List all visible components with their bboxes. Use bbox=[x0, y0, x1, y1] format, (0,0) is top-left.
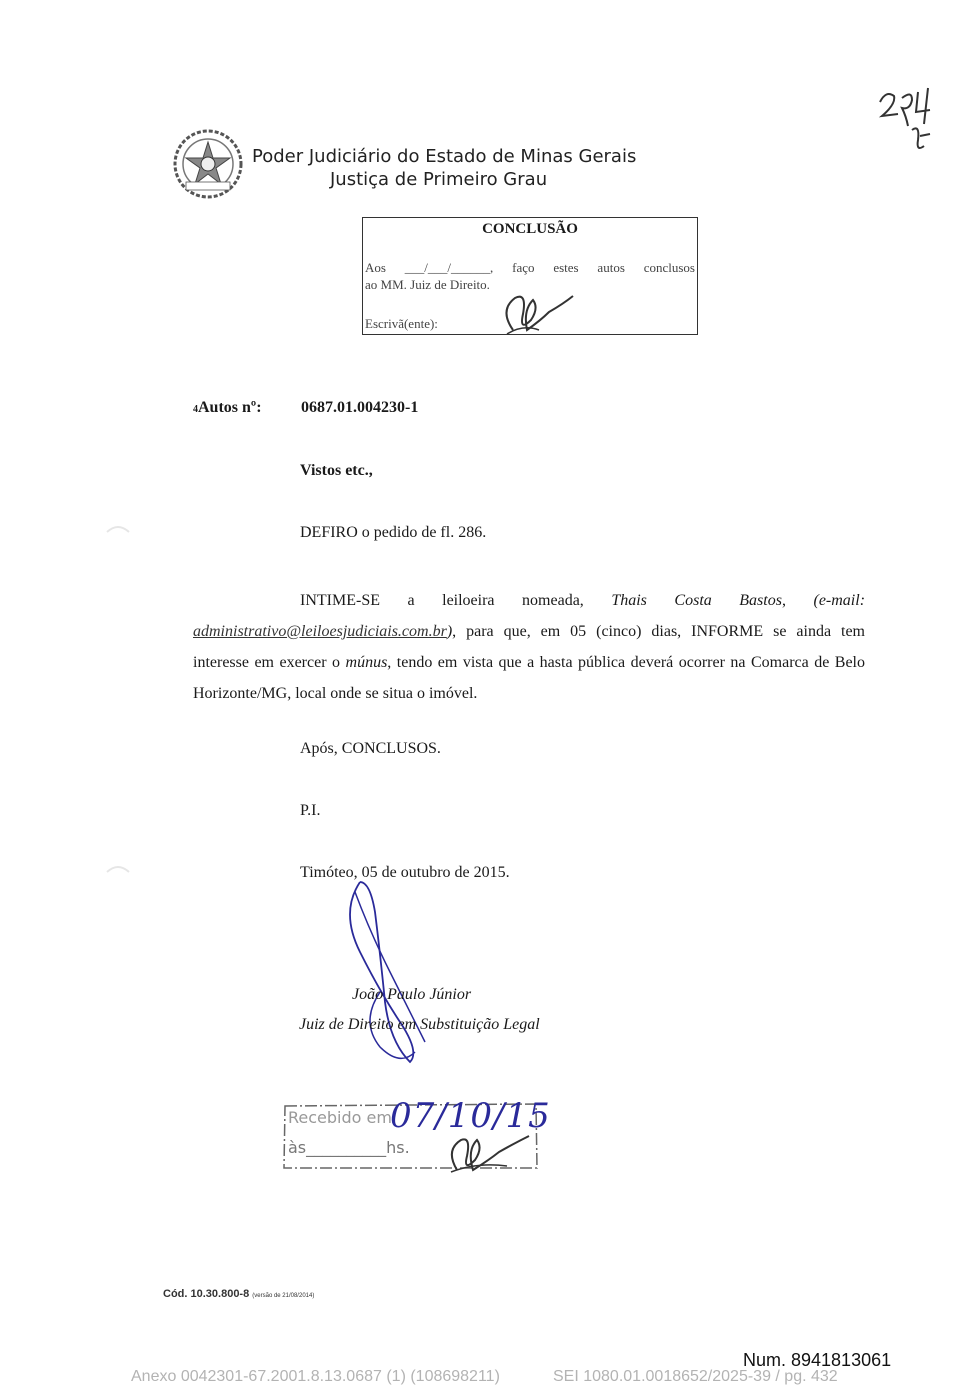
conclusion-date-line: Aos ___/___/______, faço estes autos conclusos bbox=[365, 260, 695, 275]
email-prefix: (e-mail: bbox=[813, 592, 866, 609]
received-stamp bbox=[282, 1096, 551, 1170]
judge-signature bbox=[330, 872, 450, 1072]
case-prefix: 4 bbox=[193, 404, 198, 415]
margin-punch-mark bbox=[103, 860, 133, 886]
stamp-received-label: Recebido em bbox=[288, 1108, 392, 1127]
clerk-label: Escrivã(ente): bbox=[365, 316, 438, 331]
form-code-text: Cód. 10.30.800-8 bbox=[163, 1288, 250, 1300]
form-version: (versão de 21/08/2014) bbox=[252, 1293, 315, 1299]
stamp-time-start: às bbox=[288, 1138, 307, 1157]
case-label-text: Autos nº: bbox=[198, 399, 262, 416]
handwritten-page-number bbox=[872, 80, 942, 160]
intime-text-2: , bbox=[781, 592, 814, 609]
pi-paragraph: P.I. bbox=[300, 802, 321, 819]
clerk-signature bbox=[493, 290, 583, 338]
document-number: Num. 8941813061 bbox=[743, 1350, 892, 1370]
intime-text-4: , tendo em vista que a hasta pública deverá ocorrer na Comarca de Belo Horizonte/MG, local onde se situa o imóvel. bbox=[193, 654, 865, 702]
conclusion-box bbox=[362, 217, 698, 335]
case-number: 0687.01.004230-1 bbox=[301, 399, 419, 416]
vistos-heading: Vistos etc., bbox=[300, 462, 373, 479]
intime-text-3: , para que, em 05 (cinco) dias, INFORME se ainda tem interesse em exercer o bbox=[193, 623, 865, 671]
margin-punch-mark bbox=[103, 520, 133, 546]
intime-paragraph bbox=[193, 585, 865, 709]
stamp-signature bbox=[437, 1132, 537, 1174]
sei-reference: SEI 1080.01.0018652/2025-39 / pg. 432 bbox=[553, 1368, 838, 1385]
auctioneer-name: Thais Costa Bastos bbox=[611, 592, 782, 609]
apos-paragraph: Após, CONCLUSOS. bbox=[300, 740, 441, 757]
judge-role: Juiz de Direito em Substituição Legal bbox=[299, 1016, 540, 1033]
conclusion-title: CONCLUSÃO bbox=[482, 221, 578, 237]
defiro-paragraph: DEFIRO o pedido de fl. 286. bbox=[300, 524, 487, 541]
coat-of-arms-seal-icon bbox=[172, 128, 244, 200]
munus-term: múnus bbox=[345, 654, 388, 671]
place-date: Timóteo, 05 de outubro de 2015. bbox=[300, 864, 510, 881]
stamp-time-blank: __________ bbox=[306, 1138, 387, 1157]
case-label bbox=[193, 399, 262, 417]
stamp-time-line bbox=[288, 1138, 410, 1157]
court-name: Poder Judiciário do Estado de Minas Gerais bbox=[252, 146, 637, 167]
stamp-handwritten-date: 07/10/15 bbox=[390, 1096, 551, 1136]
annex-reference: Anexo 0042301-67.2001.8.13.0687 (1) (108698211) bbox=[131, 1368, 500, 1385]
email-suffix: ) bbox=[446, 623, 453, 640]
intime-text-1: INTIME-SE a leiloeira nomeada, bbox=[300, 592, 612, 609]
court-subtitle: Justiça de Primeiro Grau bbox=[330, 169, 548, 190]
form-code bbox=[163, 1288, 314, 1300]
stamp-time-end: hs. bbox=[386, 1138, 410, 1157]
auctioneer-email-link[interactable]: administrativo@leiloesjudiciais.com.br bbox=[193, 623, 447, 640]
judge-name: João Paulo Júnior bbox=[352, 986, 472, 1003]
conclusion-judge-line: ao MM. Juiz de Direito. bbox=[365, 277, 490, 292]
